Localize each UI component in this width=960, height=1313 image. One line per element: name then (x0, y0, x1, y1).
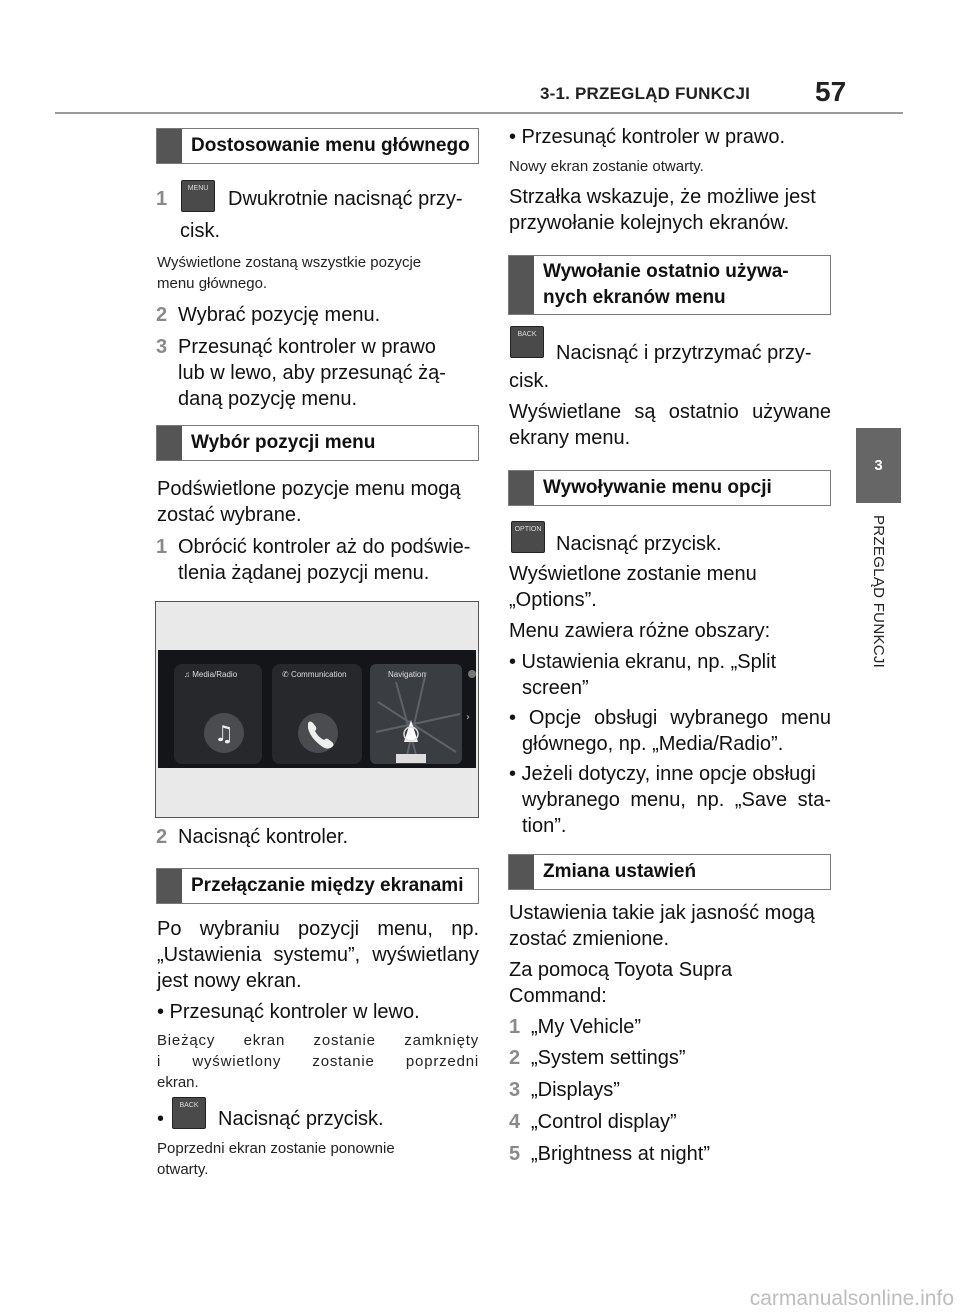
page-number: 57 (815, 76, 847, 107)
note-line: i wyświetlony zostanie poprzedni (157, 1053, 479, 1070)
section-heading-main-menu (156, 128, 479, 164)
step-1-text-cont: tlenia żądanej pozycji menu. (178, 562, 430, 584)
note-line: ekran. (157, 1074, 199, 1091)
note-line: Bieżący ekran zostanie zamknięty (157, 1032, 479, 1049)
paragraph: „Ustawienia systemu”, wyświetlany (157, 944, 479, 966)
step-number: 5 (509, 1143, 521, 1165)
paragraph: Za pomocą Toyota Supra (509, 959, 733, 981)
bullet-item: • Przesunąć kontroler w lewo. (157, 1001, 420, 1023)
paragraph: zostać zmienione. (509, 928, 670, 950)
note-line: menu głównego. (157, 275, 268, 292)
section-heading-options-menu (508, 470, 831, 506)
list-item-cont: wybranego menu, np. „Save sta- (522, 789, 831, 811)
paragraph: Wyświetlone zostanie menu (509, 563, 757, 585)
setting-step (509, 1045, 685, 1071)
list-item-cont: screen” (522, 677, 589, 699)
watermark: carmanualsonline.info (749, 1287, 954, 1310)
setting-step (509, 1014, 641, 1040)
step-text: „Control display” (531, 1111, 677, 1133)
chapter-tab: 3 (856, 428, 901, 503)
heading-text: Przełączanie między ekranami (191, 875, 464, 896)
heading-text: Zmiana ustawień (543, 861, 697, 882)
paragraph: Po wybraniu pozycji menu, np. (157, 918, 479, 940)
step-number: 1 (156, 188, 168, 210)
paragraph: Command: (509, 985, 607, 1007)
list-item: • Opcje obsługi wybranego menu (509, 707, 831, 729)
section-heading-recent-screens (508, 255, 831, 315)
svg-text:›: › (466, 712, 470, 723)
paragraph: ekrany menu. (509, 427, 631, 449)
paragraph: Wyświetlane są ostatnio używane (509, 401, 831, 423)
heading-line: Wywołanie ostatnio używa- (543, 261, 789, 282)
bullet-text: Nacisnąć przycisk. (218, 1108, 384, 1130)
heading-bar (509, 256, 534, 314)
section-heading-switch-screens (156, 868, 479, 904)
heading-bar (509, 471, 534, 505)
header-divider (55, 112, 903, 114)
list-item: • Jeżeli dotyczy, inne opcje obsługi (509, 763, 816, 785)
heading-bar (157, 129, 182, 163)
back-button-icon: BACK (510, 326, 544, 358)
paragraph: Nacisnąć przycisk. (556, 533, 722, 555)
display-image (156, 602, 478, 817)
step-1-text: Dwukrotnie nacisnąć przy- (228, 188, 463, 210)
step-text: Obrócić kontroler aż do podświe- (178, 536, 471, 558)
heading-line: nych ekranów menu (543, 287, 726, 308)
setting-step (509, 1109, 677, 1135)
step-number: 3 (509, 1079, 521, 1101)
paragraph: Strzałka wskazuje, że możliwe jest (509, 186, 816, 208)
step-text: Nacisnąć kontroler. (178, 826, 349, 848)
step-number: 1 (156, 536, 168, 558)
step-text: „System settings” (531, 1047, 686, 1069)
heading-text: Wywoływanie menu opcji (543, 477, 772, 498)
note-line: Poprzedni ekran zostanie ponownie (157, 1140, 395, 1157)
section-heading-change-settings (508, 854, 831, 890)
step-3-text-cont: daną pozycję menu. (178, 388, 358, 410)
menu-button-icon: MENU (181, 180, 215, 212)
tab-label-1: Communication (290, 670, 347, 679)
step-number: 4 (509, 1111, 521, 1133)
heading-bar (509, 855, 534, 889)
paragraph: „Options”. (509, 589, 597, 611)
step-number: 2 (156, 826, 168, 848)
step-text: Przesunąć kontroler w prawo (178, 336, 436, 358)
step-number: 1 (509, 1016, 521, 1038)
step-1 (156, 186, 178, 212)
setting-step (509, 1141, 710, 1167)
list-item: • Ustawienia ekranu, np. „Split (509, 651, 777, 673)
control-display-screenshot (155, 601, 479, 818)
step-text: Wybrać pozycję menu. (178, 304, 381, 326)
heading-text (534, 259, 789, 311)
section-heading-select-item (156, 425, 479, 461)
paragraph: przywołanie kolejnych ekranów. (509, 212, 790, 234)
bullet-item: • Przesunąć kontroler w prawo. (509, 126, 786, 148)
list-item-cont: tion”. (522, 815, 567, 837)
bullet-dot: • (157, 1108, 165, 1130)
paragraph: jest nowy ekran. (157, 970, 302, 992)
note-line: Nowy ekran zostanie otwarty. (509, 158, 704, 175)
step-3 (156, 334, 436, 360)
paragraph: Menu zawiera różne obszary: (509, 620, 771, 642)
step-2 (156, 824, 348, 850)
heading-text: Dostosowanie menu głównego (191, 135, 470, 156)
step-text: „Displays” (531, 1079, 620, 1101)
tab-label-2: Navigation (388, 670, 426, 679)
list-item-cont: głównego, np. „Media/Radio”. (522, 733, 784, 755)
step-3-text-cont: lub w lewo, aby przesunąć żą- (178, 362, 446, 384)
step-1 (156, 534, 470, 560)
step-1-text-cont: cisk. (180, 220, 220, 242)
setting-step (509, 1077, 620, 1103)
heading-bar (157, 869, 182, 903)
chapter-label: PRZEGLĄD FUNKCJI (870, 515, 887, 669)
step-2 (156, 302, 380, 328)
note-line: otwarty. (157, 1161, 209, 1178)
svg-text:♫: ♫ (214, 722, 234, 747)
step-number: 2 (156, 304, 168, 326)
paragraph: Nacisnąć i przytrzymać przy- (556, 342, 812, 364)
option-button-icon: OPTION (511, 521, 545, 553)
note-line: Wyświetlone zostaną wszystkie pozycje (157, 254, 422, 271)
section-title: 3-1. PRZEGLĄD FUNKCJI (540, 84, 751, 103)
back-button-icon: BACK (172, 1097, 206, 1129)
tab-label-0: Media/Radio (192, 670, 238, 679)
tab-media-radio: ♫ Media/Radio (184, 670, 238, 679)
paragraph: Podświetlone pozycje menu mogą (157, 478, 461, 500)
step-text: „My Vehicle” (531, 1016, 642, 1038)
step-number: 2 (509, 1047, 521, 1069)
heading-text: Wybór pozycji menu (191, 432, 376, 453)
paragraph: zostać wybrane. (157, 504, 302, 526)
step-number: 3 (156, 336, 168, 358)
paragraph: cisk. (509, 370, 549, 392)
paragraph: Ustawienia takie jak jasność mogą (509, 902, 815, 924)
tab-communication: ✆ Communication (282, 670, 347, 679)
heading-bar (157, 426, 182, 460)
step-text: „Brightness at night” (531, 1143, 710, 1165)
tab-navigation (388, 670, 426, 679)
